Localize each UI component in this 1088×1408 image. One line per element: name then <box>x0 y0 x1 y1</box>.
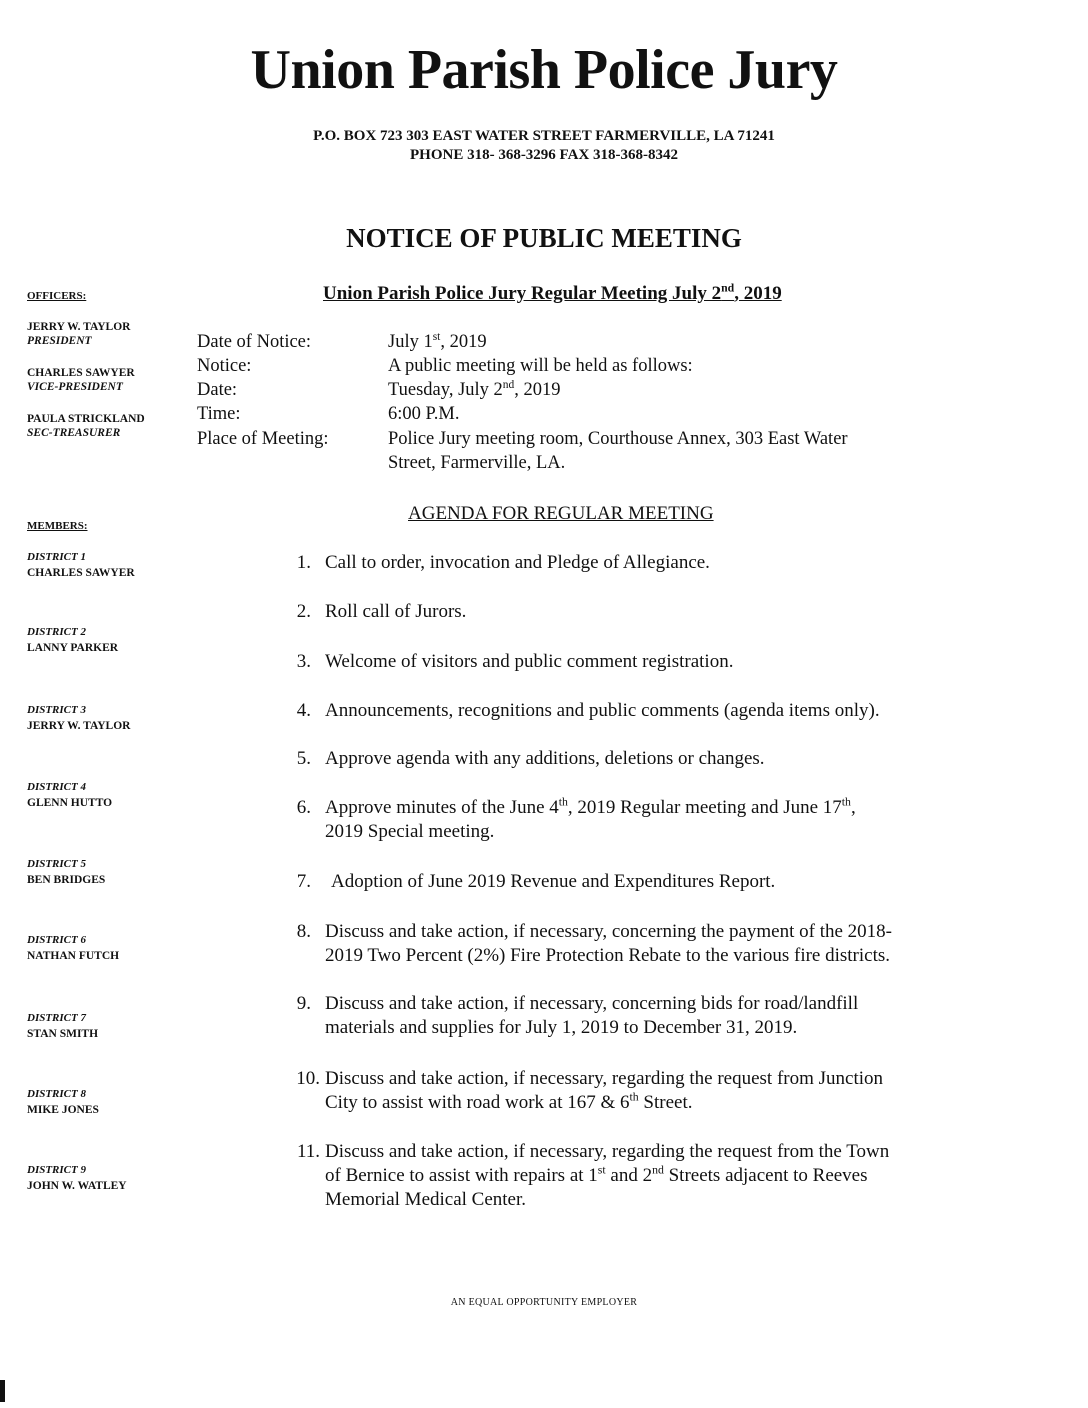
time-value: 6:00 P.M. <box>388 404 460 424</box>
agenda-item-text: Call to order, invocation and Pledge of Allegiance. <box>325 552 710 573</box>
date-label: Date: <box>197 380 238 400</box>
officer-name: CHARLES SAWYER <box>27 367 135 379</box>
district-label: DISTRICT 8 <box>27 1088 86 1100</box>
meeting-subtitle: Union Parish Police Jury Regular Meeting July 2nd, 2019 <box>323 281 782 304</box>
district-label: DISTRICT 5 <box>27 858 86 870</box>
agenda-item-number: 9. <box>296 993 311 1014</box>
officer-title: SEC-TREASURER <box>27 427 121 439</box>
member-name: STAN SMITH <box>27 1028 99 1040</box>
notice-label: Notice: <box>197 356 252 376</box>
district-label: DISTRICT 3 <box>27 704 86 716</box>
agenda-item-number: 8. <box>296 921 311 942</box>
officer-name: JERRY W. TAYLOR <box>27 321 131 333</box>
date-of-notice-label: Date of Notice: <box>197 332 312 352</box>
time-label: Time: <box>197 404 241 424</box>
agenda-item-text: Announcements, recognitions and public comments (agenda items only). <box>325 700 880 721</box>
agenda-item-text: Discuss and take action, if necessary, concerning the payment of the 2018- 2019 Two Percent (2%) Fire Protection Rebate to the various fire districts. <box>325 921 892 966</box>
date-value: Tuesday, July 2nd, 2019 <box>388 378 561 400</box>
notice-value: A public meeting will be held as follows: <box>388 356 693 376</box>
officer-title: PRESIDENT <box>27 335 92 347</box>
agenda-item-text: Welcome of visitors and public comment registration. <box>325 651 734 672</box>
agenda-heading: AGENDA FOR REGULAR MEETING <box>408 503 714 524</box>
agenda-item-number: 6. <box>296 797 311 818</box>
agenda-item-number: 2. <box>296 601 311 622</box>
date-of-notice-value: July 1st, 2019 <box>388 330 487 352</box>
footer-text: AN EQUAL OPPORTUNITY EMPLOYER <box>450 1297 638 1308</box>
agenda-item-number: 10. <box>296 1068 320 1089</box>
agenda-item-text: Discuss and take action, if necessary, concerning bids for road/landfill materials and supplies for July 1, 2019 to December 31, 2019. <box>325 993 859 1038</box>
officer-name: PAULA STRICKLAND <box>27 413 145 425</box>
district-label: DISTRICT 9 <box>27 1164 86 1176</box>
member-name: JOHN W. WATLEY <box>27 1180 127 1192</box>
member-name: CHARLES SAWYER <box>27 567 135 579</box>
agenda-item-text: Adoption of June 2019 Revenue and Expenditures Report. <box>331 871 776 892</box>
member-name: LANNY PARKER <box>27 642 119 654</box>
member-name: NATHAN FUTCH <box>27 950 120 962</box>
agenda-item-number: 5. <box>296 748 311 769</box>
org-name: Union Parish Police Jury <box>250 39 838 101</box>
notice-title: NOTICE OF PUBLIC MEETING <box>346 223 742 253</box>
district-label: DISTRICT 4 <box>27 781 86 793</box>
phone-fax-line: PHONE 318- 368-3296 FAX 318-368-8342 <box>409 147 679 163</box>
scan-edge-mark <box>0 1380 5 1402</box>
agenda-item-text: Discuss and take action, if necessary, regarding the request from the Town of Bernice to assist with repairs at 1st and 2nd Streets adjacent to Reeves Memorial Medical Center. <box>325 1141 890 1210</box>
member-name: BEN BRIDGES <box>27 874 106 886</box>
agenda-item-number: 7. <box>296 871 311 892</box>
agenda-item-text: Approve agenda with any additions, deletions or changes. <box>325 748 765 769</box>
member-name: MIKE JONES <box>27 1104 99 1116</box>
officer-title: VICE-PRESIDENT <box>27 381 123 393</box>
agenda-item-number: 3. <box>296 651 311 672</box>
agenda-item-text: Roll call of Jurors. <box>325 601 467 622</box>
agenda-item-text: Approve minutes of the June 4th, 2019 Regular meeting and June 17th, 2019 Special meeting. <box>325 795 856 842</box>
district-label: DISTRICT 6 <box>27 934 86 946</box>
district-label: DISTRICT 1 <box>27 551 86 563</box>
member-name: JERRY W. TAYLOR <box>27 720 131 732</box>
agenda-item-number: 4. <box>296 700 311 721</box>
member-name: GLENN HUTTO <box>27 797 113 809</box>
district-label: DISTRICT 2 <box>27 626 86 638</box>
address-line: P.O. BOX 723 303 EAST WATER STREET FARMERVILLE, LA 71241 <box>313 128 775 144</box>
agenda-item-text: Discuss and take action, if necessary, regarding the request from Junction City to assist with road work at 167 & 6th Street. <box>325 1068 884 1113</box>
district-label: DISTRICT 7 <box>27 1012 86 1024</box>
agenda-item-number: 1. <box>296 552 311 573</box>
place-value: Police Jury meeting room, Courthouse Annex, 303 East Water Street, Farmerville, LA. <box>388 429 848 473</box>
members-heading: MEMBERS: <box>27 520 88 532</box>
agenda-item-number: 11. <box>296 1141 320 1162</box>
place-label: Place of Meeting: <box>197 429 329 449</box>
officers-heading: OFFICERS: <box>27 290 87 302</box>
